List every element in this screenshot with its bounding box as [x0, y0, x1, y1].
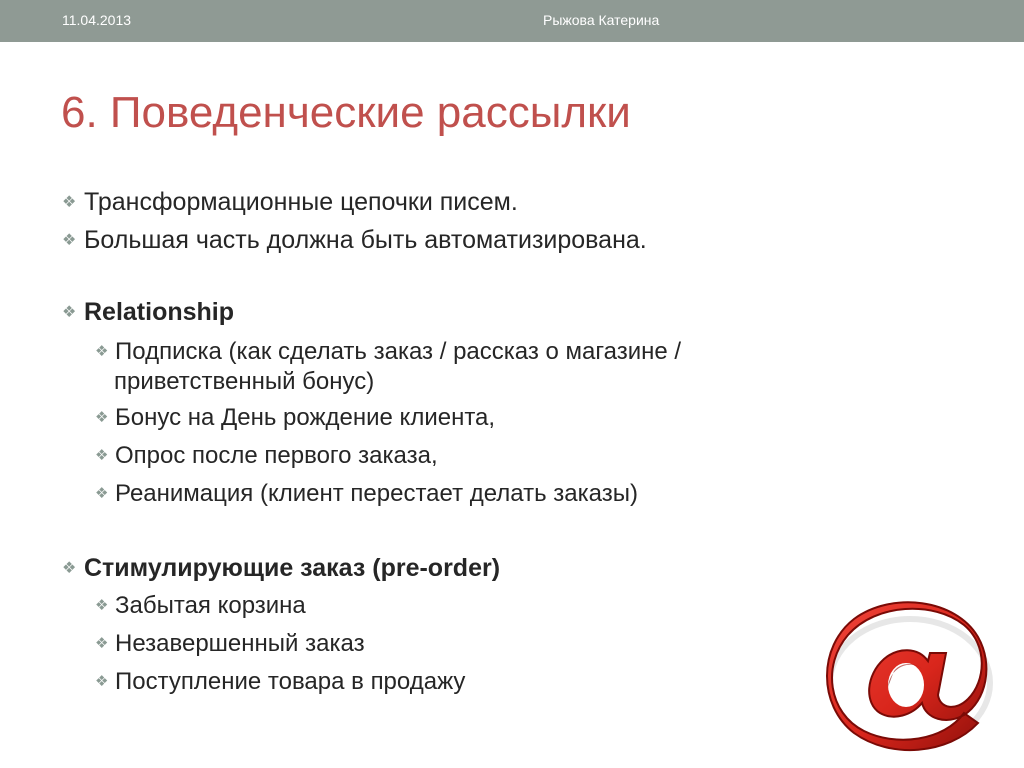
slide-title: 6. Поведенческие рассылки	[61, 88, 631, 137]
list-item: ❖ Бонус на День рождение клиента,	[95, 404, 496, 431]
list-item: ❖ Реанимация (клиент перестает делать заказы)	[95, 480, 638, 507]
diamond-bullet-icon: ❖	[95, 597, 109, 614]
diamond-bullet-icon: ❖	[95, 447, 109, 464]
section-heading-relationship: ❖ Relationship	[62, 298, 235, 326]
diamond-bullet-icon: ❖	[95, 485, 109, 502]
section-heading-preorder: ❖ Стимулирующие заказ (pre-order)	[62, 554, 501, 582]
list-item-continuation: приветственный бонус)	[114, 368, 375, 395]
list-item: ❖ Подписка (как сделать заказ / рассказ о магазине /	[95, 338, 682, 365]
diamond-bullet-icon: ❖	[62, 232, 77, 249]
diamond-bullet-icon: ❖	[62, 304, 77, 321]
diamond-bullet-icon: ❖	[62, 194, 77, 211]
diamond-bullet-icon: ❖	[62, 560, 77, 577]
diamond-bullet-icon: ❖	[95, 635, 109, 652]
list-item: ❖ Большая часть должна быть автоматизирована.	[62, 226, 647, 254]
top-bar	[0, 0, 1024, 42]
diamond-bullet-icon: ❖	[95, 343, 109, 360]
list-item: ❖ Забытая корзина	[95, 592, 306, 619]
diamond-bullet-icon: ❖	[95, 409, 109, 426]
slide-author: Рыжова Катерина	[543, 12, 660, 28]
list-item: ❖ Поступление товара в продажу	[95, 668, 466, 695]
list-item: ❖ Трансформационные цепочки писем.	[62, 188, 518, 216]
slide-date: 11.04.2013	[62, 12, 132, 28]
at-sign-icon	[818, 595, 994, 755]
list-item: ❖ Незавершенный заказ	[95, 630, 365, 657]
diamond-bullet-icon: ❖	[95, 673, 109, 690]
list-item: ❖ Опрос после первого заказа,	[95, 442, 438, 469]
